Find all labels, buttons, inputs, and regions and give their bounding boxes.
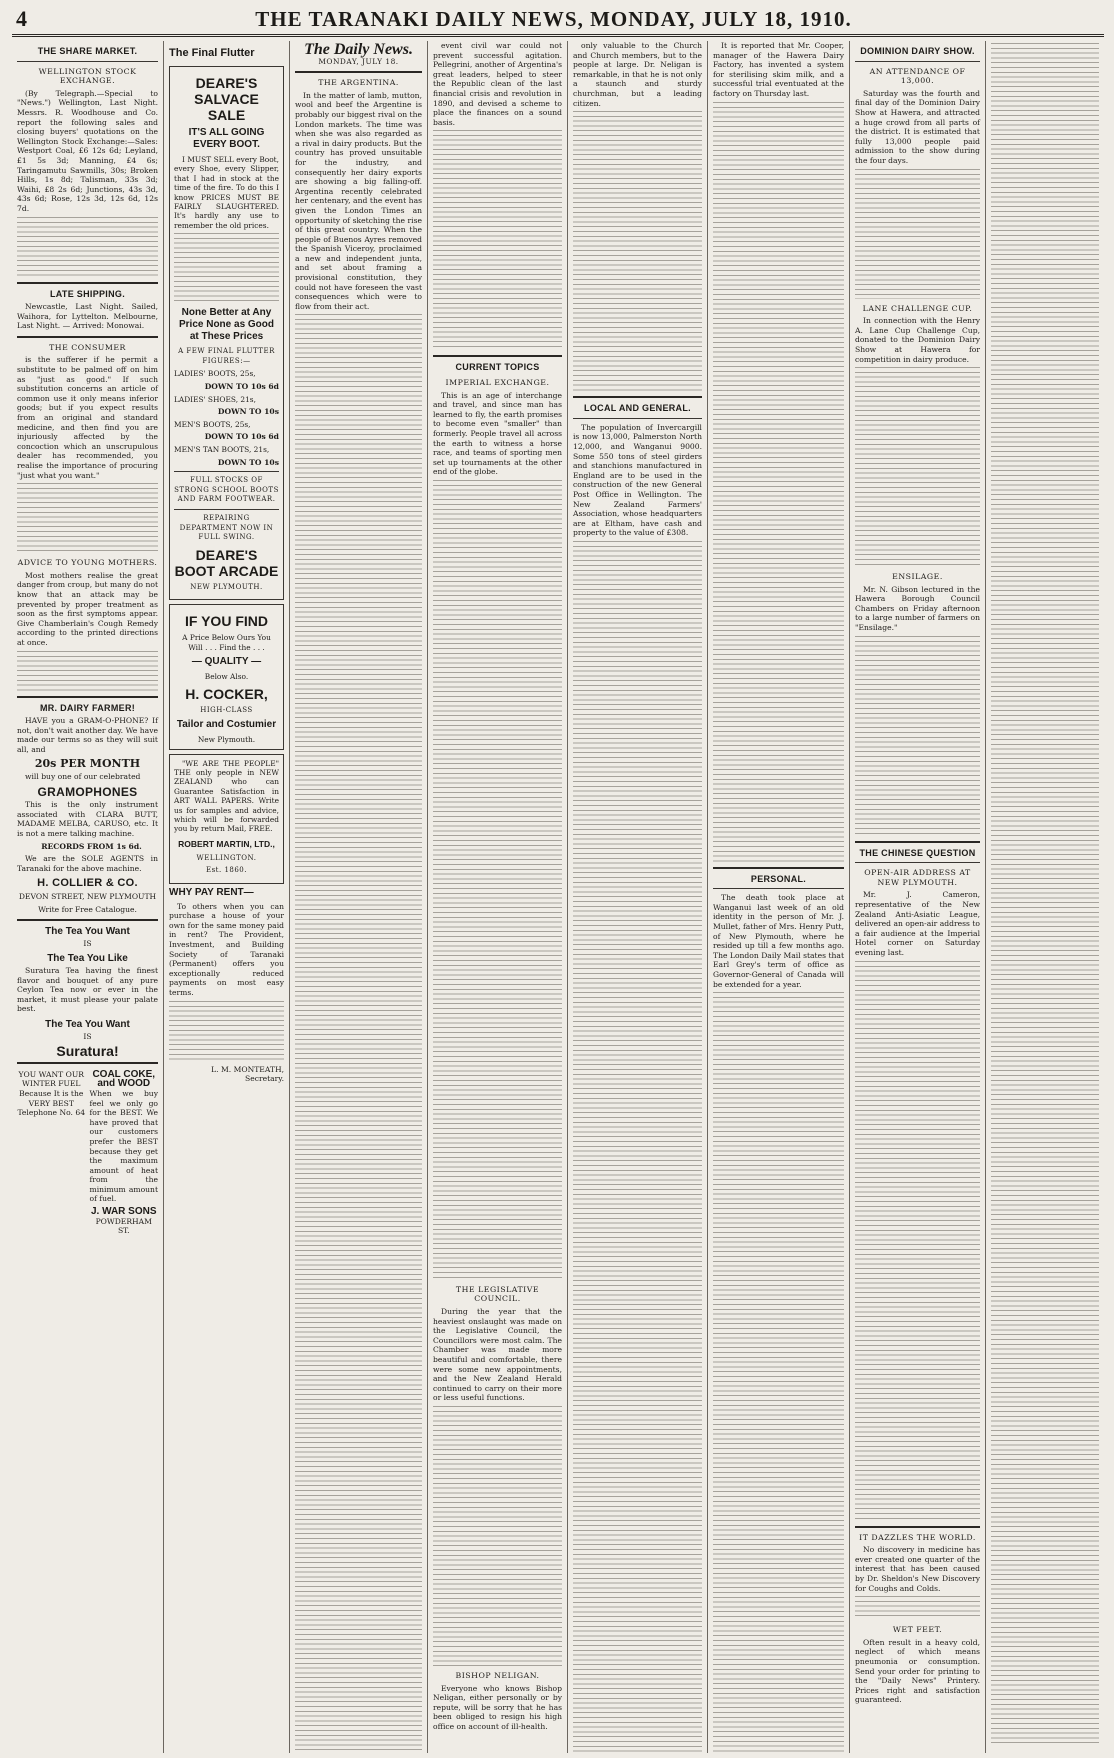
sole-agents-text: We are the SOLE AGENTS in Taranaki for the above machine. [17, 854, 158, 873]
dairy-show-heading: DOMINION DAIRY SHOW. [860, 46, 975, 56]
tailor-heading: Tailor and Costumier [176, 719, 277, 731]
cocker-name: H. COCKER, [185, 685, 268, 702]
stock-exchange-subheading: WELLINGTON STOCK EXCHANGE. [38, 66, 137, 86]
bishop-neligan-text: Everyone who knows Bishop Neligan, either personally or by repute, will be sorry that he has been obliged to resign his high office on account of ill-health. [433, 1683, 562, 1731]
final-flutter-heading: The Final Flutter [169, 47, 255, 59]
pay-rent-text: To others when you can purchase a house of your own for the same money paid in rent? The Provident, Investment, and Building Society of Taranaki (Permanent) offers you exceptionally reduced payments on most easy terms. [169, 901, 284, 997]
chinese-question-heading: THE CHINESE QUESTION [859, 847, 976, 858]
few-figures-heading: A FEW FINAL FLUTTER FIGURES:— [178, 347, 275, 365]
legislative-council-heading: THE LEGISLATIVE COUNCIL. [455, 1284, 540, 1304]
cocker-high-class: HIGH-CLASS [200, 705, 253, 714]
tea-you-want-heading-2: The Tea You Want [45, 1018, 130, 1030]
chinese-question-subheading: OPEN-AIR ADDRESS AT NEW PLYMOUTH. [864, 868, 971, 887]
imperial-exchange-heading: IMPERIAL EXCHANGE. [445, 377, 550, 387]
boot-arcade-name: DEARE'S BOOT ARCADE [174, 546, 279, 579]
price-ladies-shoes: LADIES' SHOES, 21s, [174, 394, 256, 404]
price-ladies-shoes-down: DOWN TO 10s [217, 407, 279, 417]
price-mens-tan-boots: MEN'S TAN BOOTS, 21s, [174, 445, 270, 454]
cocker-advert [169, 604, 284, 749]
column-2 [164, 41, 290, 1753]
wet-feet-heading: WET FEET. [892, 1625, 943, 1635]
attendance-subheading: AN ATTENDANCE OF 13,000. [869, 66, 966, 86]
dairy-farmer-heading: MR. DAIRY FARMER! [39, 702, 136, 713]
salvage-intro: I MUST SELL every Boot, every Shoe, every Slipper, that I had in stock at the time of the fire. To do this I know PRICES MUST BE FAIRLY SLAUGHTERED. It's hardly any use to remember the old prices. [174, 155, 279, 230]
wallpaper-advert [169, 754, 284, 884]
lane-cup-text: In connection with the Henry A. Lane Cup Challenge Cup, donated to the Dominion Dairy Show at Hawera for competition in dairy produce. [855, 316, 980, 364]
gramophones-heading: GRAMOPHONES [37, 784, 138, 799]
late-shipping-text: Newcastle, Last Night. Sailed, Waihora, for Lyttelton. Melbourne, Last Night. — Arrived: Monowai. [17, 302, 158, 331]
below-also-text: Below Also. [204, 672, 249, 682]
boot-arcade-address: NEW PLYMOUTH. [190, 582, 263, 591]
salvage-sale-title: DEARE'S SALVACE SALE [194, 75, 259, 123]
dazzles-text: No discovery in medicine has ever created one quarter of the interest that has been caused by Dr. Sheldon's New Discovery for Coughs and Colds. [855, 1545, 980, 1593]
suratura-brand: Suratura! [56, 1043, 119, 1060]
current-topics-heading: CURRENT TOPICS [455, 362, 540, 373]
is-word: IS [83, 938, 92, 948]
price-ladies-boots: LADIES' BOOTS, 25s, [174, 369, 256, 379]
coal-address: POWDERHAM ST. [95, 1216, 152, 1236]
per-month-price: 20s PER MONTH [34, 756, 141, 770]
argentina-continued: event civil war could not prevent successful agitation. Pellegrini, another of Argentina's great leaders, helped to steer the Republic clean of the last financial crisis and revolution in 1890, and devised a scheme to place the finances on a sound basis. [433, 41, 562, 127]
local-general-text: The population of Invercargill is now 13,000, Palmerston North 12,000, and Wanganui 9000. Some 550 tons of steel girders and stanchions manufactured in England are to be used in the construction of the new General Post Office in Wellington. The New Zealand Farmers' Association, whose headquarters are at Eltham, have cash and property to the value of £308. [573, 422, 702, 538]
martin-address: WELLINGTON. [196, 853, 257, 862]
price-ladies-boots-down: DOWN TO 10s 6d [204, 382, 279, 392]
column-8 [986, 41, 1104, 1753]
argentina-text: In the matter of lamb, mutton, wool and beef the Argentine is probably our biggest rival on the London markets. The time was when she was also regarded as a rival in dairy products. But the country has proved unsuitable for the industry, and consequently her dairy exports are showing a big falling-off. Argentina recently celebrated her centenary, and the event has given the London Times an opportunity of sketching the rise of this great country. When the people of Buenos Ayres removed the Spanish Viceroy, proclaimed a new and independent junta, and set about framing a provisional constitution, they could not have foreseen the vast consequences which were to flow from their act. [295, 90, 422, 311]
collier-address: DEVON STREET, NEW PLYMOUTH [18, 892, 157, 902]
late-shipping-heading: LATE SHIPPING. [49, 288, 126, 299]
coal-firm: J. WAR SONS [90, 1206, 157, 1218]
local-general-heading: LOCAL AND GENERAL. [584, 403, 691, 414]
people-text: "WE ARE THE PEOPLE" THE only people in NEW ZEALAND who can Guarantee Satisfaction in ART WALL PAPERS. Write us for samples and advice, which will be forwarded you by return Mail, FREE. [174, 758, 279, 834]
all-going-heading: IT'S ALL GOING EVERY BOOT. [188, 127, 265, 150]
dairy-show-text: Saturday was the fourth and final day of the Dominion Dairy Show at Hawera, and attracted a huge crowd from all parts of the district. It is estimated that fully 13,000 people paid admission to the show during the four days. [855, 88, 980, 165]
is-word-2: IS [83, 1031, 92, 1041]
column-3 [290, 41, 428, 1753]
column-7 [850, 41, 986, 1753]
neligan-continued: only valuable to the Church and Church members, but to the people at large. Dr. Neligan is remarkable, in that he is not only a staunch and sturdy churchman, but a leading citizen. [573, 41, 702, 108]
pay-rent-heading: WHY PAY RENT— [169, 887, 254, 898]
bishop-neligan-heading: BISHOP NELIGAN. [455, 1671, 540, 1680]
if-you-find-sub: A Price Below Ours You Will . . . Find the . . . [182, 633, 271, 652]
dazzles-heading: IT DAZZLES THE WORLD. [859, 1532, 976, 1542]
share-text: (By Telegraph.—Special to "News.") Wellington, Last Night. Messrs. R. Woodhouse and Co. report the following sales and closing buyers' quotations on the Wellington Stock Exchange:—Sales: Westport Coal, £6 12s 6d; Leyland, £1 5s 3d; Manning, £4 6s; Taringamutu Sawmills, 30s; Broken Hills, 1s 8d; Talisman, 33s 3d; Waihi, £8 2s 6d; Junctions, 43s 3d, 43s 6d; Rose, 12s 3d, 12s 6d, 12s 7d. [17, 88, 158, 213]
local-continued: It is reported that Mr. Cooper, manager of the Hawera Dairy Factory, has invented a system for sterilising skim milk, and a successful trial eventuated at the factory on Thursday last. [713, 41, 844, 98]
coal-left-panel: YOU WANT OUR WINTER FUEL Because It is the VERY BEST Telephone No. 64 [17, 1069, 86, 1118]
dairy-farmer-text: HAVE you a GRAM-O-PHONE? If not, don't wait another day. We have made our terms so as they will suit all, and [17, 716, 158, 754]
lane-cup-heading: LANE CHALLENGE CUP. [862, 303, 973, 313]
ensilage-text: Mr. N. Gibson lectured in the Hawera Borough Council Chambers on Friday afternoon to a large number of farmers on "Ensilage." [855, 584, 980, 633]
tea-text: Suratura Tea having the finest flavor and bouquet of any pure Ceylon Tea now or ever in the market, it must please your palate best. [17, 966, 158, 1014]
column-1 [12, 41, 164, 1753]
salvage-sale-advert [169, 66, 284, 600]
consumer-text: is the sufferer if he permit a substitute to be palmed off on him as "just as good." If such substitution concerns an article of common use it only means inferior goods; but if you expect results from an original and standard medicine, and then find you are injuriously affected by the concoction which an unscrupulous dealer has recommended, you realise the importance of procuring "just what you want." [17, 355, 158, 480]
column-5 [568, 41, 708, 1753]
martin-established: Est. 1860. [205, 866, 247, 875]
share-market-heading: THE SHARE MARKET. [37, 46, 138, 56]
column-4 [428, 41, 568, 1753]
cocker-address: New Plymouth. [197, 735, 256, 745]
masthead [12, 6, 1104, 37]
coal-text: When we buy feel we only go for the BEST. We have proved that our customers prefer the BEST because they get the maximum amount of heat from the minimum amount of fuel. [89, 1088, 158, 1204]
chinese-question-text: Mr. J. Cameron, representative of the New Zealand Anti-Asiatic League, delivered an open-air address to a fair audience at the Imperial Hotel corner on Saturday evening last. [855, 890, 980, 957]
coal-advert [17, 1070, 158, 1236]
records-price: RECORDS FROM 1s 6d. [41, 841, 142, 851]
imperial-exchange-text: This is an age of interchange and travel, and since man has learned to fly, the earth promises to become even "smaller" than formerly. People travel all across the earth to witness a horse race, and teams of sporting men set up tournaments at the other end of the globe. [433, 390, 562, 477]
newspaper-title: THE TARANAKI DAILY NEWS, MONDAY, JULY 18, 1910. [255, 7, 852, 31]
advice-text: Most mothers realise the great danger from croup, but many do not know that an attack may be prevented by proper treatment as soon as the first symptoms appear. Give Chamberlain's Cough Remedy according to the printed directions at once. [17, 570, 158, 647]
advice-heading: ADVICE TO YOUNG MOTHERS. [17, 558, 158, 568]
legislative-council-text: During the year that the heaviest onslaught was made on the Legislative Council, the Councillors were most calm. The Chamber was made more beautiful and comfortable, there were some new appointments, and the New Zealand Herald continued to carry on their more or less useful functions. [433, 1307, 562, 1403]
tea-you-want-heading: The Tea You Want [45, 926, 130, 938]
martin-name: ROBERT MARTIN, LTD., [178, 838, 275, 849]
coal-products: COAL COKE, and WOOD [92, 1068, 156, 1090]
argentina-heading: THE ARGENTINA. [318, 78, 399, 88]
ensilage-heading: ENSILAGE. [892, 572, 943, 582]
column-6 [708, 41, 850, 1753]
personal-heading: PERSONAL. [750, 873, 807, 884]
editorial-date: MONDAY, JULY 18. [318, 56, 399, 66]
daily-news-masthead: The Daily News. [304, 41, 413, 58]
collier-name: H. COLLIER & CO. [37, 877, 138, 890]
none-better-heading: None Better at Any Price None as Good at These Prices [178, 307, 275, 343]
page-number: 4 [16, 6, 27, 31]
consumer-heading: THE CONSUMER [49, 342, 126, 352]
tea-you-like-heading: The Tea You Like [47, 953, 128, 965]
dairy-farmer-text-2: will buy one of our celebrated [25, 772, 141, 782]
price-mens-tan-boots-down: DOWN TO 10s [217, 457, 279, 467]
full-stocks-text: FULL STOCKS OF STRONG SCHOOL BOOTS AND FARM FOOTWEAR. [174, 476, 279, 504]
price-mens-boots: MEN'S BOOTS, 25s, [174, 419, 251, 429]
collier-catalogue: Write for Free Catalogue. [38, 904, 137, 914]
repairing-text: REPAIRING DEPARTMENT NOW IN FULL SWING. [179, 513, 274, 542]
secretary-signature: L. M. MONTEATH, Secretary. [211, 1064, 284, 1084]
quality-heading: — QUALITY — [191, 656, 262, 668]
price-mens-boots-down: DOWN TO 10s 6d [204, 432, 279, 442]
personal-text: The death took place at Wanganui last week of an old identity in the person of Mr. J. Mullet, father of Mrs. Henry Putt, of New Plymouth, where he resided up till a few months ago. The London Daily Mail states that Earl Grey's term of office as Governor-General of Canada will be extended for a year. [713, 893, 844, 989]
gramophone-text: This is the only instrument associated with CLARA BUTT, MADAME MELBA, CARUSO, etc. It is not a mere talking machine. [17, 800, 158, 839]
if-you-find-heading: IF YOU FIND [185, 613, 268, 630]
wet-feet-text: Often result in a heavy cold, neglect of which means pneumonia or consumption. Send your order for printing to the "Daily News" Printery. Prices right and satisfaction guaranteed. [855, 1637, 980, 1705]
columns [12, 41, 1104, 1753]
